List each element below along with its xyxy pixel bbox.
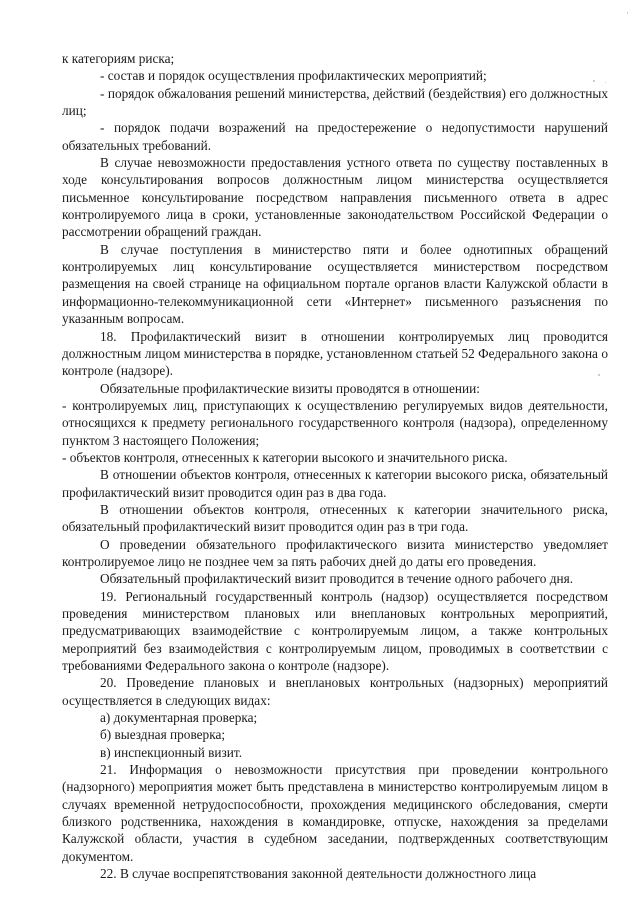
paragraph: к категориям риска;	[62, 51, 175, 66]
paragraph: Обязательный профилактический визит проводится в течение одного рабочего дня.	[100, 571, 574, 587]
scan-speck	[605, 82, 606, 83]
paragraph: - порядок обжалования решений министерства, действий (бездействия) его должностных лиц;	[62, 85, 608, 119]
paragraph: 19. Региональный государственный контроль (надзор) осуществляется посредством проведения министерством плановых или внеплановых контрольных мероприятий, предусматривающих взаимодействие с контролируемым лицом, а также контрольных мероприятий без взаимодействия с контролируемым лицом, проводимых в соответствии с требованиями Федерального закона о контроле (надзоре).	[62, 588, 608, 674]
paragraph: в) инспекционный визит.	[100, 744, 243, 760]
paragraph: б) выездная проверка;	[100, 727, 226, 743]
paragraph: - контролируемых лиц, приступающих к осуществлению регулируемых видов деятельности, относящихся к предмету регионального государственного контроля (надзора), определенному пунктом 3 настоящего Положения;	[62, 397, 608, 448]
paragraph: В отношении объектов контроля, отнесенных к категории значительного риска, обязательный профилактический визит проводится один раз в три года.	[62, 501, 608, 535]
paragraph: - состав и порядок осуществления профилактических мероприятий;	[100, 68, 487, 84]
paragraph: 22. В случае воспрепятствования законной деятельности должностного лица	[100, 866, 537, 882]
paragraph: В случае невозможности предоставления устного ответа по существу поставленных в ходе консультирования вопросов должностным лицом министерства осуществляется письменное консультирование посредством направления письменного ответа в адрес контролируемого лица в сроки, установленные законодательством Российской Федерации о рассмотрении обращений граждан.	[62, 155, 608, 240]
paragraph: Обязательные профилактические визиты проводятся в отношении:	[100, 380, 480, 396]
scan-speck	[627, 12, 628, 14]
paragraph: О проведении обязательного профилактического визита министерство уведомляет контролируемое лицо не позднее чем за пять рабочих дней до даты его проведения.	[62, 536, 608, 569]
paragraph: а) документарная проверка;	[100, 710, 258, 726]
paragraph: - порядок подачи возражений на предостережение о недопустимости нарушений обязательных требований.	[62, 120, 608, 153]
paragraph: В отношении объектов контроля, отнесенных к категории высокого риска, обязательный профилактический визит проводится один раз в два года.	[62, 467, 608, 500]
paragraph: 20. Проведение плановых и внеплановых контрольных (надзорных) мероприятий осуществляется в следующих видах:	[62, 675, 608, 708]
scan-speck	[593, 80, 595, 82]
paragraph: В случае поступления в министерство пяти и более однотипных обращений контролируемых лиц консультирование осуществляется министерством посредством размещения на своей странице на официальном портале органов власти Калужской области в информационно-телекоммуникационной сети «Интернет» письменного разъяснения по указанным вопросам.	[62, 241, 608, 327]
scan-speck	[598, 374, 600, 376]
document-page	[62, 50, 608, 883]
paragraph: 21. Информация о невозможности присутствия при проведении контрольного (надзорного) мероприятия может быть представлена в министерство контролируемым лицом в случаях временной нетрудоспособности, прохождения медицинского обследования, смерти близкого родственника, нахождения в командировке, отпуске, нахождения за пределами Калужской области, участия в судебном заседании, подтвержденных соответствующим документом.	[62, 762, 608, 864]
paragraph: - объектов контроля, отнесенных к категории высокого и значительного риска.	[62, 449, 508, 465]
paragraph: 18. Профилактический визит в отношении контролируемых лиц проводится должностным лицом министерства в порядке, установленном статьей 52 Федерального закона о контроле (надзоре).	[62, 328, 608, 379]
